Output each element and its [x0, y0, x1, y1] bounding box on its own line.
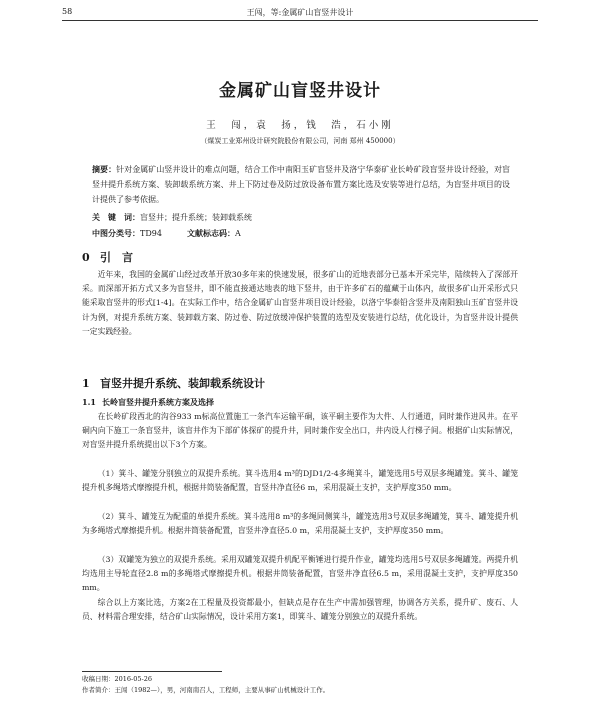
running-header	[62, 6, 538, 21]
section-number: 0	[82, 251, 90, 264]
class-label: 中图分类号：	[92, 228, 140, 238]
running-title: 王闯，等:金属矿山盲竖井设计	[246, 8, 354, 17]
subsection-heading	[82, 397, 214, 408]
footnote-rule	[82, 671, 222, 672]
abstract	[92, 162, 510, 207]
paper-title: 金属矿山盲竖井设计	[219, 81, 381, 101]
footnote-author: 作者简介：王闯（1982—），男，河南南召人，工程师，主要从事矿山机械设计工作。	[82, 686, 330, 694]
paragraph: 在长岭矿段西北的沟谷933 m标高位置施工一条汽车运输平硐，该平硐主要作为大件、人行通道，同时兼作进风井。在平硐内向下施工一条盲竖井，该盲井作为下部矿体探矿的提升井，同时兼作安全出口，井内设人行梯子间。根据矿山实际情况，对盲竖井提升系统提出以下3个方案。	[82, 412, 518, 450]
subsection-number: 1.1	[82, 397, 96, 407]
paragraph: （1）箕斗、罐笼分别独立的双提升系统。箕斗选用4 m³的DJD1/2-4多绳箕斗，罐笼选用5号双层多绳罐笼。箕斗、罐笼提升机多绳塔式摩擦提升机，根据井筒装备配置，盲竖井净直径6 m，采用混凝土支护，支护厚度350 mm。	[82, 469, 518, 493]
subsection-title: 长岭盲竖井提升系统方案及选择	[102, 397, 214, 407]
keywords	[92, 210, 510, 225]
abstract-text: 针对金属矿山竖井设计的难点问题，结合工作中南阳玉矿盲竖井及洛宁华泰矿业长岭矿段盲竖井设计经验，对盲竖井提升系统方案、装卸载系统方案、井上下防过卷及防过放设备布置方案比选及安装等进行总结，为盲竖井项目的设计提供了参考依据。	[92, 165, 511, 204]
class-value: TD94	[140, 229, 162, 238]
paragraph: 近年来，我国的金属矿山经过改革开放30多年来的快速发展，很多矿山的近地表部分已基本开采完毕，陆续转入了深部开采。而深部开拓方式又多为盲竖井，即不能直接通达地表的地下竖井，由于许多矿石的蕴藏于山体内，故很多矿山开采形式只能采取盲竖井的形式[1-4]。在实际工作中，结合金属矿山盲竖井项目设计经验，以洛宁华泰铅含竖井及南阳独山玉矿盲竖井设计为例，对提升系统方案、装卸载方案、防过卷、防过放缓冲保护装置的选型及安装进行总结，优化设计，为盲竖井设计提供一定实践经验。	[82, 270, 518, 336]
footnote-received: 收稿日期：2016-05-26	[82, 675, 152, 683]
section-heading	[82, 249, 133, 265]
page-number: 58	[62, 7, 73, 16]
doc-code-label: 文献标志码：	[187, 228, 236, 238]
section-title: 引 言	[100, 251, 133, 264]
affiliation: （煤炭工业郑州设计研究院股份有限公司，河南 郑州 450000）	[200, 137, 400, 145]
abstract-label: 摘要：	[92, 164, 117, 174]
section-title: 盲竖井提升系统、装卸载系统设计	[100, 377, 265, 390]
keywords-text: 盲竖井；提升系统；装卸载系统	[140, 213, 252, 222]
keywords-label: 关 键 词：	[92, 212, 140, 222]
section-heading	[82, 375, 265, 391]
paragraph: （3）双罐笼为独立的双提升系统。采用双罐笼双提升机配平衡锤进行提升作业，罐笼均选用5号双层多绳罐笼。两提升机均选用主导轮直径2.8 m的多绳塔式摩擦提升机。根据井筒装备配置，盲竖井净直径6.5 m，采用混凝土支护，支护厚度350 mm。	[82, 555, 518, 593]
paragraph: （2）箕斗、罐笼互为配重的单提升系统。箕斗选用8 m³的多绳同侧箕斗，罐笼选用3号双层多绳罐笼，箕斗、罐笼提升机为多绳塔式摩擦提升机。根据井筒装备配置，盲竖井净直径5.0 m，采用混凝土支护，支护厚度350 mm。	[82, 512, 518, 536]
classification	[92, 226, 510, 241]
doc-code-value: A	[235, 229, 241, 238]
authors: 王 闯，袁 扬，钱 浩，石小刚	[206, 120, 394, 131]
section-number: 1	[82, 377, 90, 390]
paragraph: 综合以上方案比选，方案2在工程量及投资都最小，但缺点是存在生产中需加强管理，协调各方关系，提升矿、废石、人员、材料需合理安排，结合矿山实际情况，设计采用方案1，即箕斗、罐笼分别独立的双提升系统。	[82, 598, 518, 622]
